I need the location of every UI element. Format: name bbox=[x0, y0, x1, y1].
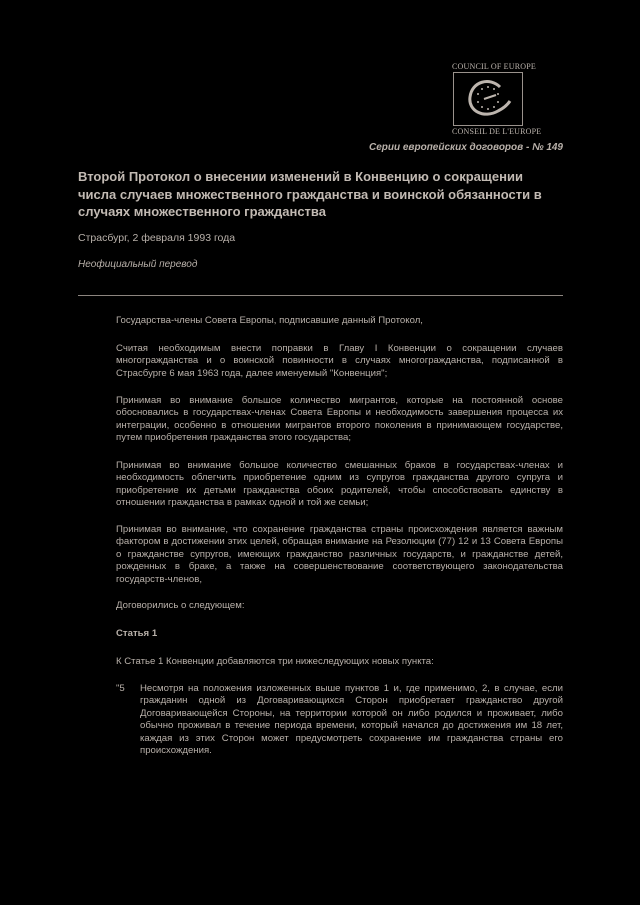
treaty-series-label: Серии европейских договоров - № 149 bbox=[368, 142, 563, 153]
logo-bottom-text: CONSEIL DE L'EUROPE bbox=[452, 127, 542, 136]
preamble-paragraph: Принимая во внимание большое количество мигрантов, которые на постоянной основе обосновались в государствах-членах Совета Европы и необходимость завершения процесса их интеграции, особенно в отношении мигрантов второго поколения в принимающем государстве, путем приобретения гражданства этого государства; bbox=[116, 395, 563, 444]
document-date: Страсбург, 2 февраля 1993 года bbox=[78, 232, 236, 244]
preamble-paragraph: Принимая во внимание большое количество смешанных браков в государствах-членах и необходимость облегчить приобретение одним из супругов гражданства другого супруга и приобретение их детьми гражданства обоих родителей, чтобы способствовать единству в отношении гражданства в рамках одной и той же семьи; bbox=[116, 460, 563, 509]
article-intro: К Статье 1 Конвенции добавляются три нижеследующих новых пункта: bbox=[116, 656, 434, 667]
article-heading: Статья 1 bbox=[116, 628, 158, 639]
council-of-europe-logo bbox=[453, 72, 523, 126]
stars-circle-icon bbox=[454, 73, 522, 125]
agreement-paragraph: Договорились о следующем: bbox=[116, 600, 245, 611]
preamble-paragraph: Государства-члены Совета Европы, подписавшие данный Протокол, bbox=[116, 315, 423, 326]
unofficial-translation-label: Неофициальный перевод bbox=[78, 259, 198, 270]
item-marker: "5 bbox=[116, 683, 125, 694]
document-title: Второй Протокол о внесении изменений в Конвенцию о сокращении числа случаев множественного гражданства и воинской обязанности в случаях множественного гражданства bbox=[78, 169, 542, 219]
preamble-paragraph: Принимая во внимание, что сохранение гражданства страны происхождения является важным фактором в достижении этих целей, обращая внимание на Резолюции (77) 12 и 13 Совета Европы о гражданстве супругов, имеющих гражданство различных государств, и гражданстве детей, рожденных в браке, а также на совершенствование соответствующего законодательства государств-членов, bbox=[116, 524, 563, 585]
logo-top-text: COUNCIL OF EUROPE bbox=[452, 62, 536, 71]
divider bbox=[78, 295, 563, 296]
preamble-paragraph: Считая необходимым внести поправки в Главу I Конвенции о сокращении случаев многогражданства и о воинской повинности в случаях многогражданства, подписанной в Страсбурге 6 мая 1963 года, далее именуемый "Конвенция"; bbox=[116, 343, 563, 379]
item-text: Несмотря на положения изложенных выше пунктов 1 и, где применимо, 2, в случае, если гражданин одной из Договаривающихся Сторон приобретает гражданство другой Договаривающейся Стороны, на территории которой он либо родился и проживает, либо обычно проживал в течение периода времени, который начался до достижения им 18 лет, каждая из этих Сторон может предусмотреть сохранение им гражданства страны его происхождения. bbox=[140, 683, 563, 757]
